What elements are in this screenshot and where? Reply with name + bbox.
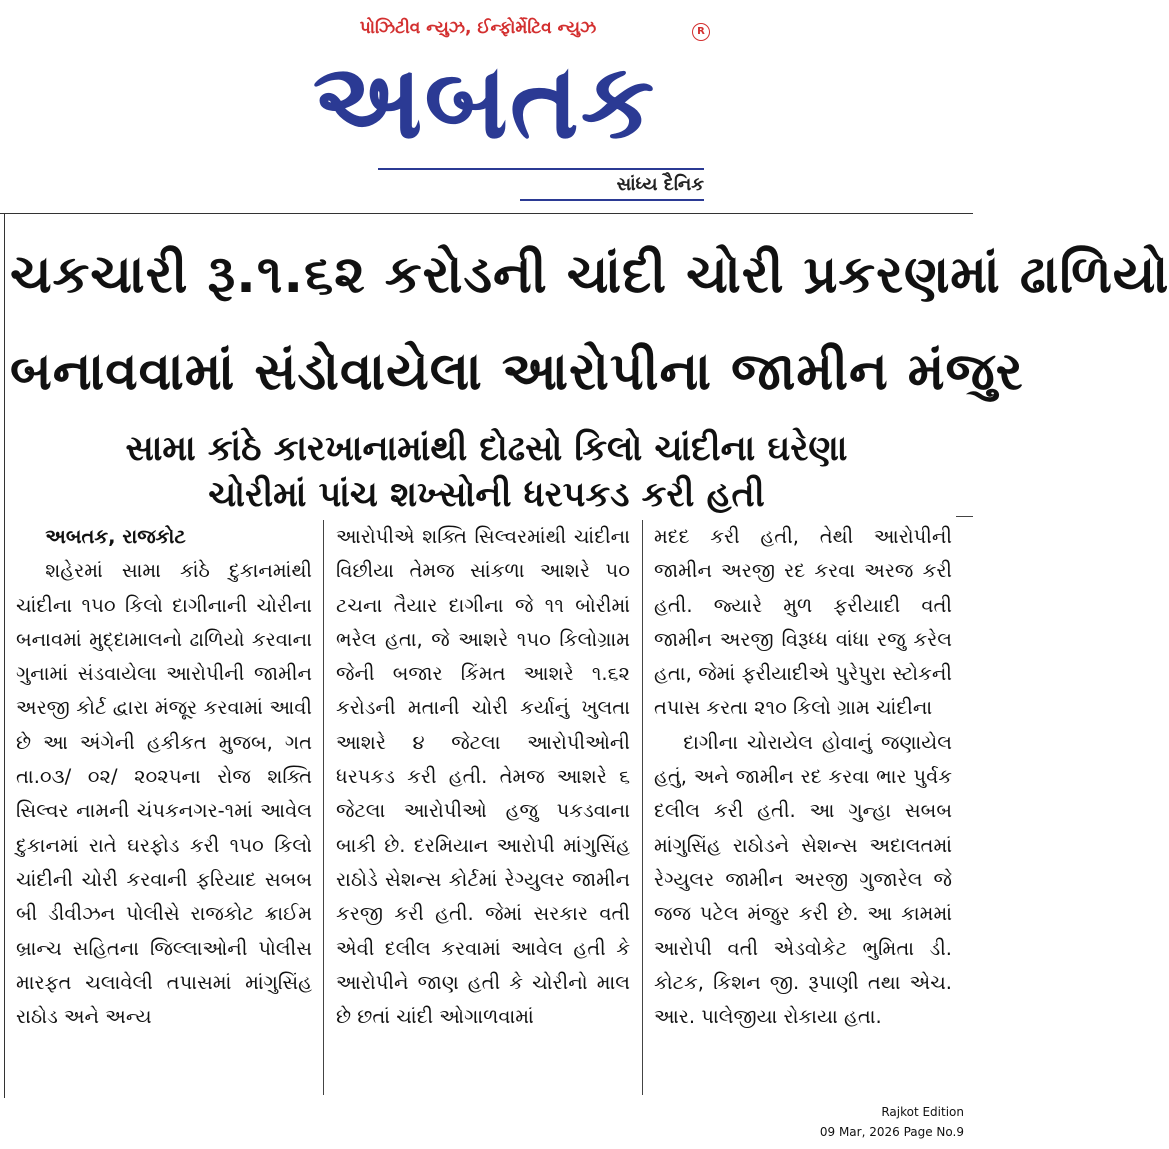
newspaper-logo: અબતક xyxy=(312,40,657,162)
subheadline-line-1: સામા કાંઠે કારખાનામાંથી દોઢસો કિલો ચાંદીના ઘરેણા xyxy=(125,429,848,469)
column-1-text: શહેરમાં સામા કાંઠે દુકાનમાંથી ચાંદીના ૧૫૦ કિલો દાગીનાની ચોરીના બનાવમાં મુદ્દામાલનો ઢાળિયો કરવાના ગુનામાં સંડવાયેલા આરોપીની જામીન અરજી કોર્ટ દ્વારા મંજૂર કરવામાં આવી છે આ અંગેની હકીકત મુજબ, ગત તા.૦૩/ ૦૨/ ૨૦૨૫ના રોજ શક્તિ સિલ્વર નામની ચંપકનગર-૧માં આવેલ દુકાનમાં રાતે ઘરફોડ કરી ૧૫૦ કિલો ચાંદીની ચોરી કરવાની ફરિયાદ સબબ બી ડીવીઝન પોલીસે રાજકોટ ક્રાઈમ બ્રાન્ચ સહિતના જિલ્લાઓની પોલીસ મારફત ચલાવેલી તપાસમાં માંગુસિંહ રાઠોડ અને અન્ય xyxy=(16,559,312,1029)
masthead-underline xyxy=(520,199,704,201)
headline-line-2: બનાવવામાં સંડોવાયેલા આરોપીના જામીન મંજુર xyxy=(10,342,1024,402)
column-2-text: આરોપીએ શક્તિ સિલ્વરમાંથી ચાંદીના વિછીયા તેમજ સાંકળા આશરે ૫૦ ટચના તૈયાર દાગીના જે ૧૧ બોરીમાં ભરેલ હતા, જે આશરે ૧૫૦ કિલોગ્રામ જેની બજાર કિંમત આશરે ૧.૬૨ કરોડની મતાની ચોરી કર્યાનું ખુલતા આશરે ૪ જેટલા આરોપીઓની ધરપકડ કરી હતી. તેમજ આશરે ૬ જેટલા આરોપીઓ હજુ પકડવાના બાકી છે. દરમિયાન આરોપી માંગુસિંહ રાઠોડે સેશન્સ કોર્ટમાં રેગ્યુલર જામીન કરજી કરી હતી. જેમાં સરકાર વતી એવી દલીલ કરવામાં આવેલ હતી કે આરોપીને જાણ હતી કે ચોરીનો માલ છે છતાં ચાંદી ઓગાળવામાં xyxy=(336,525,630,1029)
subheadline-line-2: ચોરીમાં પાંચ શખ્સોની ધરપકડ કરી હતી xyxy=(208,475,765,515)
article-top-divider xyxy=(0,213,973,214)
registered-mark-icon: R xyxy=(692,23,710,41)
edition-label: Rajkot Edition xyxy=(881,1105,964,1119)
headline-line-1: ચકચારી રૂ.૧.૬૨ કરોડની ચાંદી ચોરી પ્રકરણમાં ઢાળિયો xyxy=(10,245,1169,305)
masthead-sub-brand: સાંધ્ય દૈનિક xyxy=(616,174,704,195)
masthead-rule xyxy=(378,168,704,170)
column-divider-1 xyxy=(323,520,324,1095)
article-column-3 xyxy=(654,520,952,1095)
dateline: અબતક, રાજકોટ xyxy=(45,525,186,548)
masthead-tagline: પોઝિટીવ ન્યુઝ, ઈન્ફોર્મેટિવ ન્યુઝ xyxy=(359,18,597,38)
date-page-label: 09 Mar, 2026 Page No.9 xyxy=(819,1125,964,1139)
column-3-paragraph-2: દાગીના ચોરાયેલ હોવાનું જણાયેલ હતું, અને જામીન રદ કરવા ભાર પુર્વક દલીલ કરી હતી. આ ગુન્હા સબબ માંગુસિંહ રાઠોડને સેશન્સ અદાલતમાં રેગ્યુલર જામીન અરજી ગુજારેલ જે જજ પટેલ મંજુર કરી છે. આ કામમાં આરોપી વતી એડવોકેટ ભુમિતા ડી. કોટક, કિશન જી. રૂપાણી તથા એચ. આર. પાલેજીયા રોકાયા હતા. xyxy=(654,730,952,1029)
masthead xyxy=(0,0,973,205)
article-column-1 xyxy=(16,520,312,1095)
article-left-border xyxy=(4,213,5,1098)
article-column-2 xyxy=(336,520,630,1095)
column-divider-2 xyxy=(642,520,643,1095)
column-3-paragraph-1: મદદ કરી હતી, તેથી આરોપીની જામીન અરજી રદ કરવા અરજ કરી હતી. જ્યારે મુળ ફરીયાદી વતી જામીન અરજી વિરૂધ્ધ વાંધા રજુ કરેલ હતા, જેમાં ફરીયાદીએ પુરેપુરા સ્ટોકની તપાસ કરતા ૨૧૦ કિલો ગ્રામ ચાંદીના xyxy=(654,525,952,720)
